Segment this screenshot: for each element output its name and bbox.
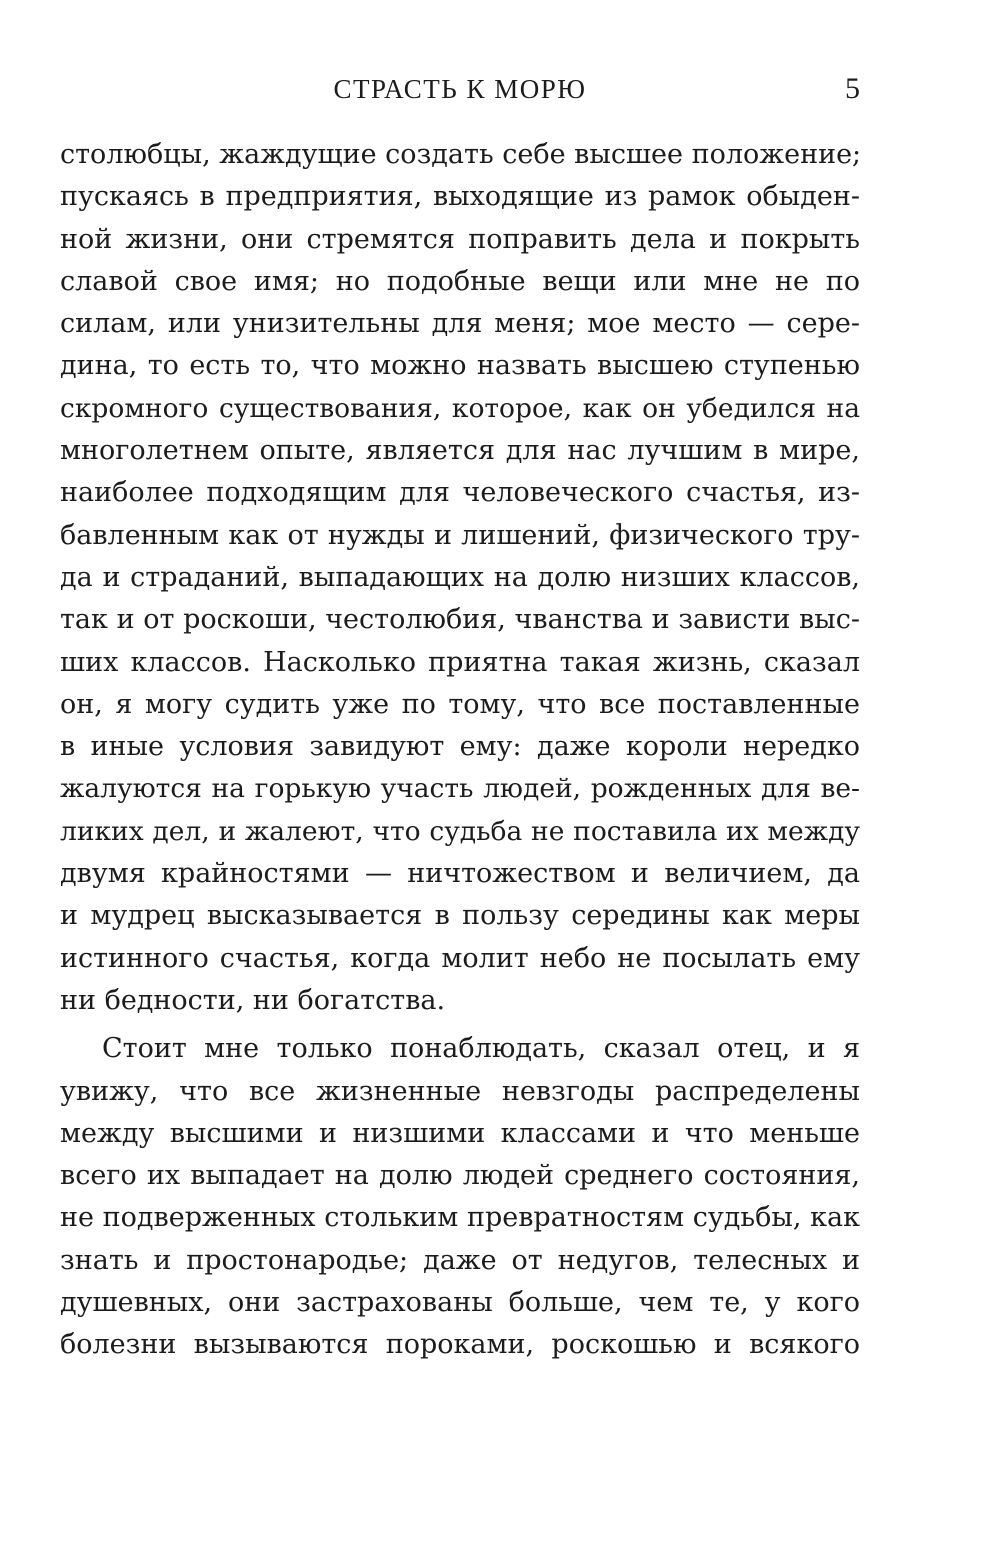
text-line: ших классов. Насколько приятна такая жизнь, сказал <box>60 646 860 678</box>
text-line: пускаясь в предприятия, выходящие из рамок обыден- <box>60 181 860 213</box>
text-line: не подверженных стольким превратностям судьбы, как <box>60 1202 860 1234</box>
text-line: двумя крайностями — ничтожеством и величием, да <box>60 858 860 890</box>
text-line: бавленным как от нужды и лишений, физического тру- <box>60 519 860 551</box>
text-line: да и страданий, выпадающих на долю низших классов, <box>60 561 860 593</box>
text-line: наиболее подходящим для человеческого счастья, из- <box>60 477 860 509</box>
text-line: он, я могу судить уже по тому, что все поставленные <box>60 688 860 720</box>
text-line: многолетнем опыте, является для нас лучшим в мире, <box>60 435 860 467</box>
text-line: столюбцы, жаждущие создать себе высшее положение; <box>60 139 862 170</box>
text-line: знать и простонародье; даже от недугов, телесных и <box>60 1244 860 1276</box>
text-line: Стоит мне только понаблюдать, сказал отец, и я <box>102 1033 860 1065</box>
text-line: ни бедности, ни богатства. <box>60 984 446 1016</box>
text-line: славой свое имя; но подобные вещи или мне не по <box>60 265 860 297</box>
text-line: в иные условия завидуют ему: даже короли нередко <box>60 731 860 763</box>
text-line: увижу, что все жизненные невзгоды распределены <box>60 1075 860 1107</box>
page-number: 5 <box>845 72 860 105</box>
text-line: всего их выпадает на долю людей среднего состояния, <box>60 1160 860 1192</box>
text-line: так и от роскоши, честолюбия, чванства и зависти выс- <box>60 604 860 636</box>
text-line: ной жизни, они стремятся поправить дела и покрыть <box>60 223 860 255</box>
text-line: между высшими и низшими классами и что меньше <box>60 1117 860 1149</box>
text-line: ликих дел, и жалеют, что судьба не поставила их между <box>60 815 860 847</box>
text-line: силам, или унизительны для меня; мое место — сере- <box>60 308 860 340</box>
text-line: и мудрец высказывается в пользу середины как меры <box>60 900 860 932</box>
text-line: болезни вызываются пороками, роскошью и всякого <box>60 1329 860 1361</box>
text-line: истинного счастья, когда молит небо не посылать ему <box>60 942 860 974</box>
paragraph-1 <box>60 134 860 1022</box>
text-line: душевных, они застрахованы больше, чем те, у кого <box>60 1287 860 1319</box>
text-line: дина, то есть то, что можно назвать высшею ступенью <box>60 350 860 382</box>
running-head <box>60 74 860 114</box>
text-line: скромного существования, которое, как он убедился на <box>60 392 860 424</box>
running-title: СТРАСТЬ К МОРЮ <box>333 74 587 104</box>
text-line: жалуются на горькую участь людей, рожденных для ве- <box>60 773 860 805</box>
paragraph-2 <box>60 1028 860 1366</box>
body-text <box>60 134 860 1367</box>
